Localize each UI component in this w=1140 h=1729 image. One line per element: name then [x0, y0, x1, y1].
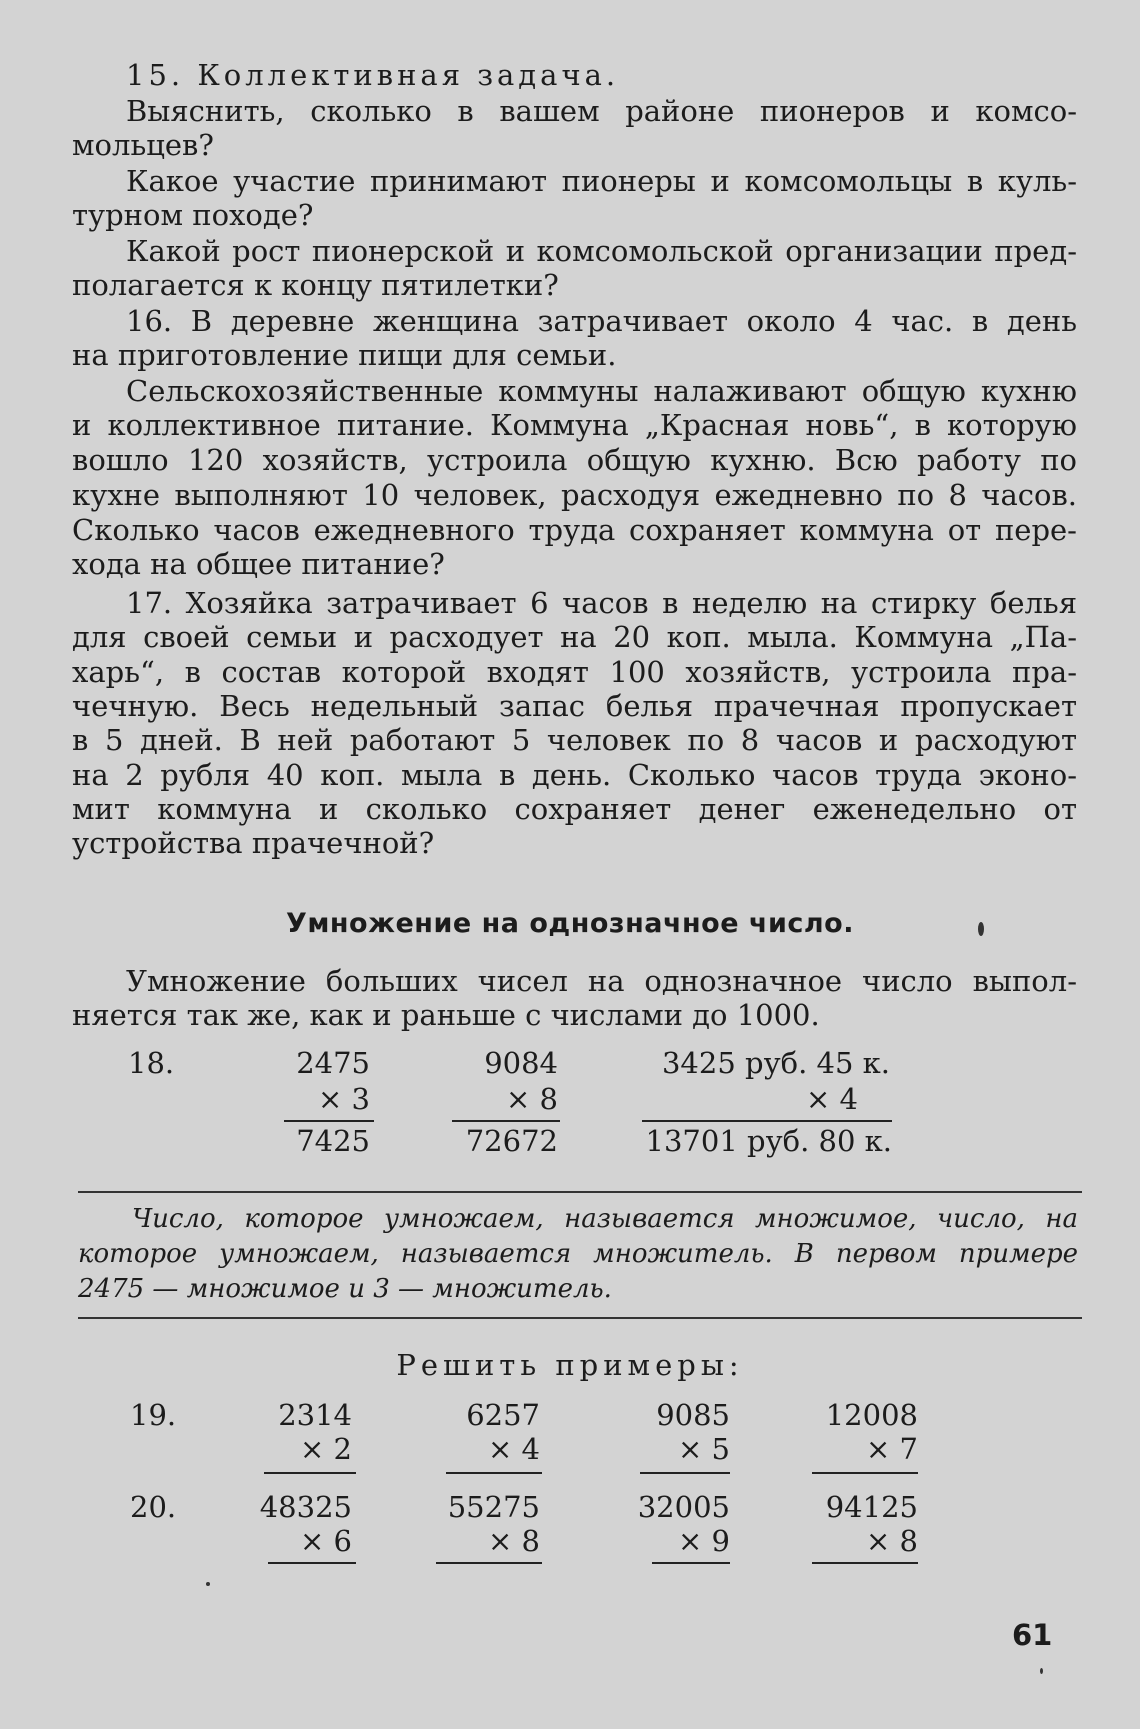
product-rule — [436, 1562, 542, 1564]
definition-line: которое умножаем, называется множитель. В первом примере — [78, 1239, 1078, 1269]
product-rule — [446, 1472, 542, 1474]
multiplier: × 8 — [506, 1082, 558, 1116]
problem-17-line: мит коммуна и сколько сохраняет денег еженедельно от — [72, 792, 1077, 826]
multiplier: × 4 — [488, 1432, 540, 1466]
problem-15-line: Выяснить, сколько в вашем районе пионеров и комсо- — [126, 94, 1077, 128]
problem-16-line: и коллективное питание. Коммуна „Красная новь“, в которую — [72, 408, 1077, 442]
product-rule — [268, 1562, 356, 1564]
problem-17-line: в 5 дней. В ней работают 5 человек по 8 часов и расходуют — [72, 723, 1077, 757]
multiplier: × 4 — [806, 1082, 858, 1116]
product-rule — [642, 1120, 892, 1122]
exercise-label: 20. — [130, 1490, 177, 1524]
multiplicand: 48325 — [259, 1490, 352, 1524]
definition-bottom-rule — [78, 1317, 1082, 1319]
problem-15-line: Какое участие принимают пионеры и комсомольцы в куль- — [126, 164, 1077, 198]
product-rule — [640, 1472, 730, 1474]
multiplier: × 3 — [318, 1082, 370, 1116]
multiplicand: 3425 руб. 45 к. — [661, 1046, 890, 1080]
product-rule — [452, 1120, 560, 1122]
problem-15-line: полагается к концу пятилетки? — [72, 268, 559, 302]
problem-17-line: для своей семьи и расходует на 20 коп. мыла. Коммуна „Па- — [72, 620, 1077, 654]
multiplicand: 55275 — [447, 1490, 540, 1524]
problem-16-line: Сколько часов ежедневного труда сохраняет коммуна от пере- — [72, 513, 1077, 547]
problem-16-line: на приготовление пищи для семьи. — [72, 338, 617, 372]
problem-15-title: 15. Коллективная задача. — [126, 58, 620, 92]
multiplicand: 2314 — [278, 1398, 352, 1432]
page-number: 61 — [1012, 1618, 1053, 1652]
multiplier: × 5 — [678, 1432, 730, 1466]
multiplicand: 2475 — [296, 1046, 370, 1080]
multiplier: × 2 — [300, 1432, 352, 1466]
section-intro-line: Умножение больших чисел на однозначное число выпол- — [126, 964, 1077, 998]
definition-top-rule — [78, 1191, 1082, 1193]
product-rule — [264, 1472, 356, 1474]
product-rule — [812, 1472, 918, 1474]
ink-speck — [1040, 1668, 1043, 1674]
section-heading: Умножение на однозначное число. — [286, 908, 854, 939]
ink-speck — [206, 1582, 210, 1586]
product-rule — [284, 1120, 374, 1122]
product: 7425 — [296, 1124, 370, 1158]
ink-speck — [978, 922, 984, 936]
problem-15-line: Какой рост пионерской и комсомольской организации пред- — [126, 234, 1077, 268]
exercises-heading: Решить примеры: — [396, 1348, 744, 1382]
exercise-label: 19. — [130, 1398, 177, 1432]
multiplier: × 6 — [300, 1524, 352, 1558]
problem-15-line: турном походе? — [72, 198, 314, 232]
multiplicand: 32005 — [637, 1490, 730, 1524]
problem-17-line: устройства прачечной? — [72, 826, 435, 860]
multiplier: × 8 — [488, 1524, 540, 1558]
problem-17-line: 17. Хозяйка затрачивает 6 часов в неделю на стирку белья — [126, 586, 1077, 620]
definition-line: Число, которое умножаем, называется множимое, число, на — [132, 1204, 1078, 1234]
definition-line: 2475 — множимое и 3 — множитель. — [78, 1274, 612, 1304]
problem-15-line: мольцев? — [72, 128, 214, 162]
multiplicand: 9084 — [484, 1046, 558, 1080]
problem-16-line: 16. В деревне женщина затрачивает около 4 час. в день — [126, 304, 1077, 338]
multiplicand: 9085 — [656, 1398, 730, 1432]
problem-16-line: Сельскохозяйственные коммуны налаживают общую кухню — [126, 374, 1077, 408]
problem-16-line: кухне выполняют 10 человек, расходуя ежедневно по 8 часов. — [72, 478, 1077, 512]
product-rule — [652, 1562, 730, 1564]
problem-16-line: вошло 120 хозяйств, устроила общую кухню. Всю работу по — [72, 443, 1077, 477]
problem-17-line: харь“, в состав которой входят 100 хозяйств, устроила пра- — [72, 655, 1077, 689]
problem-17-line: на 2 рубля 40 коп. мыла в день. Сколько часов труда эконо- — [72, 758, 1077, 792]
product: 72672 — [465, 1124, 558, 1158]
section-intro-line: няется так же, как и раньше с числами до 1000. — [72, 998, 820, 1032]
multiplicand: 12008 — [825, 1398, 918, 1432]
multiplier: × 9 — [678, 1524, 730, 1558]
product-rule — [812, 1562, 918, 1564]
problem-16-line: хода на общее питание? — [72, 547, 445, 581]
product: 13701 руб. 80 к. — [645, 1124, 892, 1158]
multiplier: × 7 — [866, 1432, 918, 1466]
multiplier: × 8 — [866, 1524, 918, 1558]
problem-17-line: чечную. Весь недельный запас белья прачечная пропускает — [72, 689, 1077, 723]
multiplicand: 94125 — [825, 1490, 918, 1524]
example-label: 18. — [128, 1046, 175, 1080]
multiplicand: 6257 — [466, 1398, 540, 1432]
